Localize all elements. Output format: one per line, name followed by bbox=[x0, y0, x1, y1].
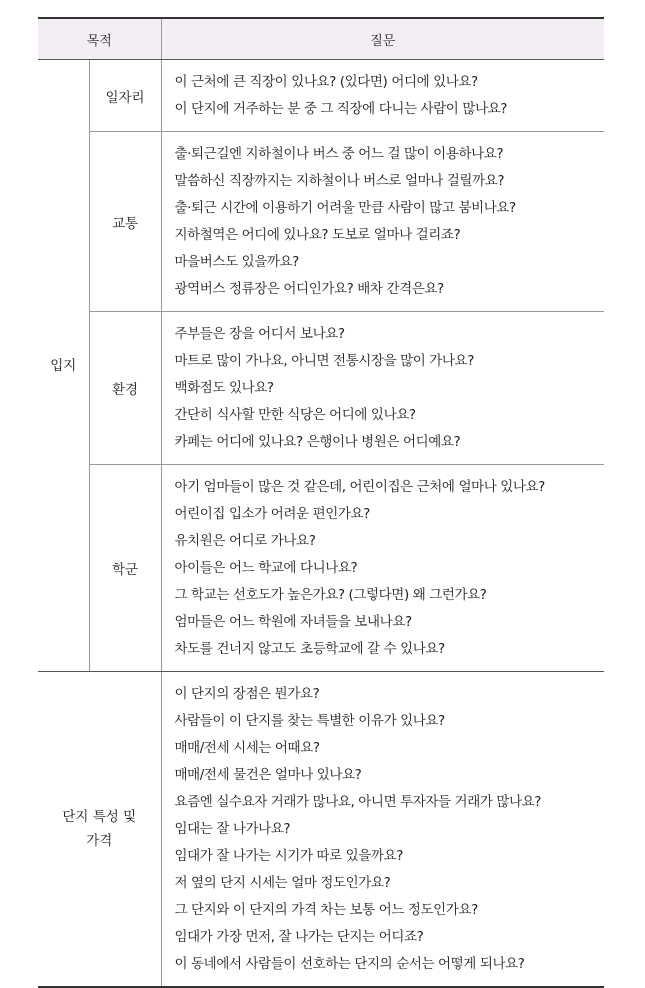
table-row bbox=[38, 672, 604, 988]
question-text: 임대는 잘 나가나요? bbox=[174, 821, 291, 837]
question-text: 출·퇴근길엔 지하철이나 버스 중 어느 걸 많이 이용하나요? bbox=[174, 146, 504, 162]
category-complex-features-price bbox=[38, 672, 161, 988]
question-text: 어린이집 입소가 어려운 편인가요? bbox=[174, 506, 370, 522]
subcategory-school-district: 학군 bbox=[89, 465, 161, 672]
question-text: 이 근처에 큰 직장이 있나요? (있다면) 어디에 있나요? bbox=[174, 74, 478, 90]
table-row bbox=[38, 312, 604, 465]
question-text: 그 학교는 선호도가 높은가요? (그렇다면) 왜 그런가요? bbox=[174, 587, 487, 603]
question-text: 출·퇴근 시간에 이용하기 어려울 만큼 사람이 많고 붐비나요? bbox=[174, 200, 516, 216]
question-text: 그 단지와 이 단지의 가격 차는 보통 어느 정도인가요? bbox=[174, 902, 478, 918]
question-text: 임대가 잘 나가는 시기가 따로 있을까요? bbox=[174, 848, 403, 864]
table-row bbox=[38, 60, 604, 132]
header-question: 질문 bbox=[161, 18, 604, 60]
question-text: 저 옆의 단지 시세는 얼마 정도인가요? bbox=[174, 875, 391, 891]
question-text: 백화점도 있나요? bbox=[174, 380, 274, 396]
question-text: 임대가 가장 먼저, 잘 나가는 단지는 어디죠? bbox=[174, 929, 424, 945]
question-text: 차도를 건너지 않고도 초등학교에 갈 수 있나요? bbox=[174, 641, 445, 657]
question-cell bbox=[161, 60, 604, 132]
question-cell bbox=[161, 672, 604, 988]
category-label-line: 단지 특성 및 bbox=[62, 809, 137, 825]
question-cell bbox=[161, 465, 604, 672]
question-text: 이 단지의 장점은 뭔가요? bbox=[174, 686, 320, 702]
question-text: 지하철역은 어디에 있나요? 도보로 얼마나 걸리죠? bbox=[174, 227, 461, 243]
question-text: 요즘엔 실수요자 거래가 많나요, 아니면 투자자들 거래가 많나요? bbox=[174, 794, 542, 810]
header-purpose: 목적 bbox=[38, 18, 161, 60]
question-text: 간단히 식사할 만한 식당은 어디에 있나요? bbox=[174, 407, 416, 423]
subcategory-environment: 환경 bbox=[89, 312, 161, 465]
question-text: 주부들은 장을 어디서 보나요? bbox=[174, 326, 345, 342]
table-row bbox=[38, 132, 604, 312]
question-text: 마트로 많이 가나요, 아니면 전통시장을 많이 가나요? bbox=[174, 353, 474, 369]
question-text: 마을버스도 있을까요? bbox=[174, 254, 299, 270]
question-text: 매매/전세 시세는 어때요? bbox=[174, 740, 320, 756]
table-header-row bbox=[38, 18, 604, 60]
question-text: 사람들이 이 단지를 찾는 특별한 이유가 있나요? bbox=[174, 713, 445, 729]
category-label-line: 가격 bbox=[86, 833, 113, 849]
question-text: 매매/전세 물건은 얼마나 있나요? bbox=[174, 767, 362, 783]
question-text: 광역버스 정류장은 어디인가요? 배차 간격은요? bbox=[174, 281, 444, 297]
question-text: 말씀하신 직장까지는 지하철이나 버스로 얼마나 걸릴까요? bbox=[174, 173, 505, 189]
question-text: 이 단지에 거주하는 분 중 그 직장에 다니는 사람이 많나요? bbox=[174, 101, 508, 117]
question-text: 아이들은 어느 학교에 다니나요? bbox=[174, 560, 358, 576]
question-cell bbox=[161, 132, 604, 312]
table-row bbox=[38, 465, 604, 672]
question-text: 엄마들은 어느 학원에 자녀들을 보내나요? bbox=[174, 614, 412, 630]
question-text: 이 동네에서 사람들이 선호하는 단지의 순서는 어떻게 되나요? bbox=[174, 956, 525, 972]
question-text: 유치원은 어디로 가나요? bbox=[174, 533, 316, 549]
question-text: 아기 엄마들이 많은 것 같은데, 어린이집은 근처에 얼마나 있나요? bbox=[174, 479, 545, 495]
category-location: 입지 bbox=[38, 60, 89, 672]
question-text: 카페는 어디에 있나요? 은행이나 병원은 어디예요? bbox=[174, 434, 461, 450]
subcategory-transport: 교통 bbox=[89, 132, 161, 312]
question-cell bbox=[161, 312, 604, 465]
subcategory-jobs: 일자리 bbox=[89, 60, 161, 132]
question-table bbox=[38, 17, 604, 988]
